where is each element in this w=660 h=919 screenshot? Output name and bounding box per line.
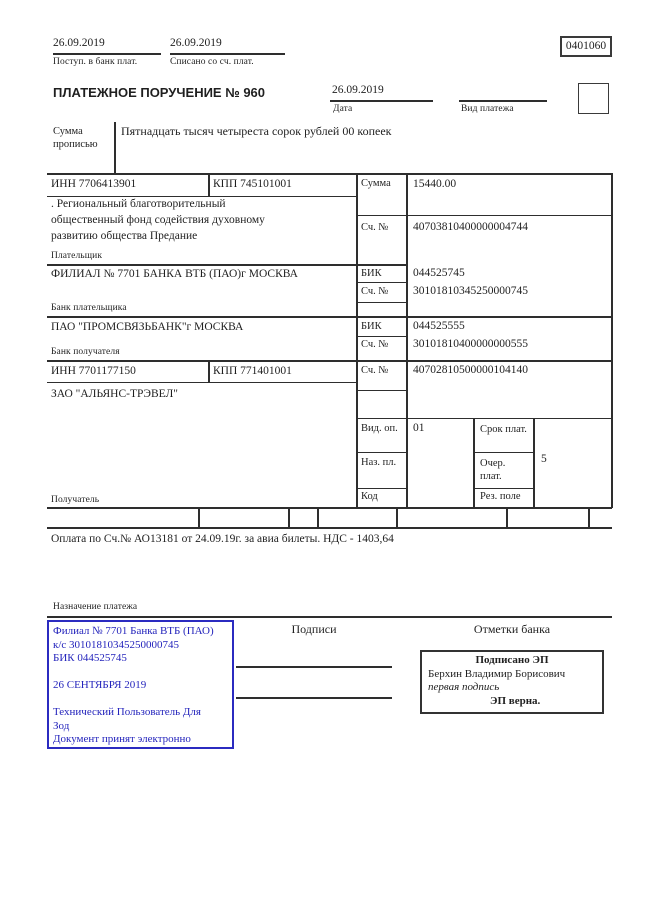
- line: [47, 196, 356, 197]
- line: [47, 527, 612, 529]
- line: [356, 488, 406, 489]
- line: [47, 264, 406, 266]
- payee-account-label: Сч. №: [361, 365, 389, 376]
- stamp-line: [53, 693, 228, 707]
- line: [473, 488, 533, 489]
- priority-value: 5: [541, 453, 547, 465]
- payee-bank-account: 30101810400000000555: [413, 338, 528, 350]
- stamp-line: Технический Пользователь Для: [53, 706, 201, 718]
- line: [317, 507, 319, 527]
- payer-section-label: Плательщик: [51, 251, 103, 261]
- line: [356, 173, 358, 508]
- payer-account-label: Сч. №: [361, 222, 389, 233]
- status-box: [578, 83, 609, 114]
- debited-date-label: Списано со сч. плат.: [170, 57, 254, 67]
- line: [208, 173, 210, 196]
- stamp-line: 26 СЕНТЯБРЯ 2019: [53, 679, 147, 691]
- sum-label: Сумма: [361, 178, 391, 189]
- line: [47, 173, 612, 175]
- payer-name-line: . Региональный благотворительный: [51, 198, 226, 210]
- stamp-line: БИК 044525745: [53, 652, 127, 664]
- op-type-label: Вид. оп.: [361, 423, 398, 434]
- payment-purpose-text: Оплата по Сч.№ АО13181 от 24.09.19г. за авиа билеты. НДС - 1403,64: [51, 533, 394, 545]
- payer-bank-name: ФИЛИАЛ № 7701 БАНКА ВТБ (ПАО)г МОСКВА: [51, 268, 298, 280]
- stamp-line: Филиал № 7701 Банка ВТБ (ПАО): [53, 625, 214, 637]
- payment-purpose-label: Назначение платежа: [53, 602, 138, 612]
- document-title: ПЛАТЕЖНОЕ ПОРУЧЕНИЕ № 960: [53, 85, 266, 100]
- debited-date: 26.09.2019: [170, 37, 222, 49]
- line: [611, 173, 613, 508]
- line: [288, 507, 290, 527]
- payer-name-line: развитию общества Предание: [51, 230, 198, 242]
- line: [356, 390, 406, 391]
- payer-name-line: общественный фонд содействия духовному: [51, 214, 265, 226]
- payer-bank-bik: 044525745: [413, 267, 465, 279]
- sum-value: 15440.00: [413, 178, 457, 190]
- naz-pl-label: Наз. пл.: [361, 457, 397, 468]
- line: [588, 507, 590, 527]
- line: [170, 53, 285, 55]
- e-stamp-name: Берхин Владимир Борисович: [428, 667, 566, 680]
- payer-inn: ИНН 7706413901: [51, 178, 137, 190]
- line: [459, 100, 547, 102]
- payee-bank-bik-label: БИК: [361, 321, 382, 332]
- signature-line: [236, 697, 392, 699]
- line: [47, 316, 612, 318]
- e-stamp-title: Подписано ЭП: [475, 654, 549, 666]
- document-date: 26.09.2019: [332, 84, 384, 96]
- payment-type-label: Вид платежа: [461, 104, 514, 114]
- line: [356, 215, 612, 216]
- line: [356, 302, 406, 303]
- op-type-value: 01: [413, 422, 425, 434]
- received-date-label: Поступ. в банк плат.: [53, 57, 138, 67]
- line: [330, 100, 433, 102]
- bank-marks-label: Отметки банка: [473, 622, 551, 636]
- payee-inn: ИНН 7701177150: [51, 365, 136, 377]
- term-label: Срок плат.: [480, 424, 527, 435]
- line: [47, 382, 356, 383]
- stamp-line: [53, 666, 228, 680]
- e-signature-stamp: [420, 650, 604, 714]
- line: [114, 122, 116, 173]
- payee-name: ЗАО "АЛЬЯНС-ТРЭВЕЛ": [51, 388, 178, 400]
- document-date-label: Дата: [333, 104, 353, 114]
- line: [356, 336, 406, 337]
- amount-words-value: Пятнадцать тысяч четыреста сорок рублей 00 копеек: [121, 124, 392, 138]
- payer-bank-bik-label: БИК: [361, 268, 382, 279]
- line: [356, 282, 406, 283]
- line: [396, 507, 398, 527]
- line: [356, 452, 406, 453]
- form-code: 0401060: [565, 40, 607, 52]
- payee-bank-name: ПАО "ПРОМСВЯЗЬБАНК"г МОСКВА: [51, 321, 244, 333]
- payer-kpp: КПП 745101001: [213, 178, 292, 190]
- payee-kpp: КПП 771401001: [213, 365, 292, 377]
- received-date: 26.09.2019: [53, 37, 105, 49]
- reserve-field-label: Рез. поле: [480, 491, 521, 502]
- e-stamp-verified: ЭП верна.: [490, 694, 541, 707]
- line: [473, 452, 533, 453]
- signature-line: [236, 666, 392, 668]
- line: [208, 360, 210, 382]
- priority-label: Очер. плат.: [480, 458, 506, 482]
- payer-bank-section-label: Банк плательщика: [51, 303, 127, 313]
- payer-bank-account: 30101810345250000745: [413, 285, 528, 297]
- stamp-line: к/с 30101810345250000745: [53, 638, 180, 651]
- payee-bank-bik: 044525555: [413, 320, 465, 332]
- line: [198, 507, 200, 527]
- line: [47, 360, 612, 362]
- bank-electronic-stamp: [47, 620, 234, 749]
- stamp-line: Зод: [53, 719, 70, 732]
- line: [533, 418, 535, 507]
- payee-bank-section-label: Банк получателя: [51, 347, 120, 357]
- line: [47, 507, 612, 509]
- amount-words-label: Сумма прописью: [53, 126, 98, 150]
- payee-account: 40702810500000104140: [413, 364, 528, 376]
- line: [473, 418, 475, 507]
- payee-section-label: Получатель: [51, 495, 100, 505]
- line: [506, 507, 508, 527]
- line: [356, 418, 612, 419]
- line: [406, 173, 408, 508]
- signatures-label: Подписи: [291, 622, 337, 636]
- e-stamp-subtitle: первая подпись: [428, 681, 500, 693]
- form-code-box: [560, 36, 612, 57]
- line: [47, 616, 612, 618]
- line: [53, 53, 161, 55]
- payee-bank-account-label: Сч. №: [361, 339, 389, 350]
- code-label: Код: [361, 491, 378, 502]
- payer-account: 40703810400000004744: [413, 221, 528, 233]
- payer-bank-account-label: Сч. №: [361, 286, 389, 297]
- stamp-line: Документ принят электронно: [53, 733, 191, 745]
